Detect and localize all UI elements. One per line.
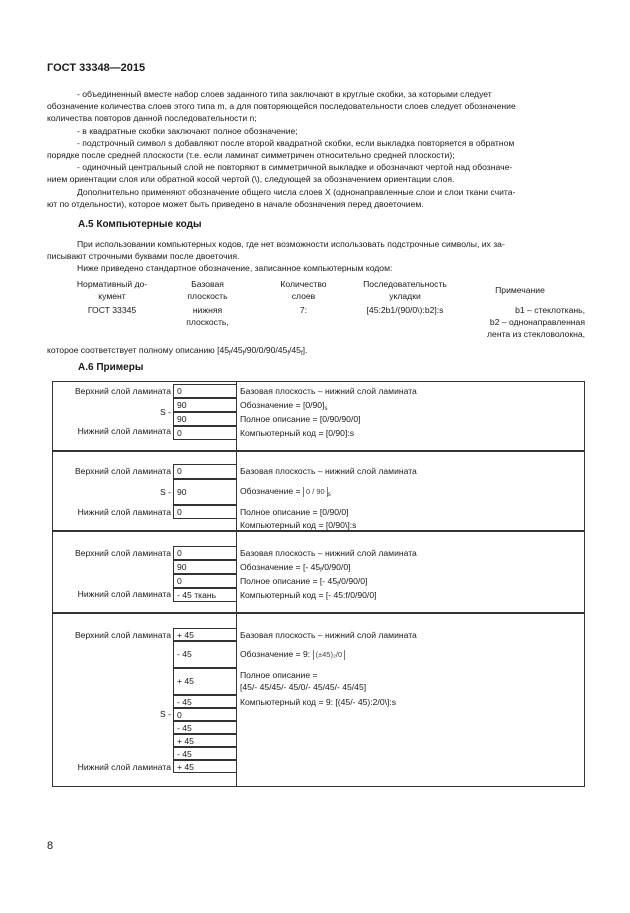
row-line: нижняя [192, 305, 223, 315]
header-base-plane [170, 278, 245, 302]
bottom-layer-label: Нижний слой ламината [77, 589, 171, 599]
layer-cell: - 45 [173, 695, 236, 708]
text: Обозначение = [- 45 [240, 562, 321, 572]
base-plane: Базовая плоскость – нижний слой ламината [240, 548, 417, 558]
intro-line: количества повторов данной последовательности n; [47, 113, 257, 124]
a5-line: При использовании компьютерных кодов, где нет возможности использовать подстрочные символы, их за- [77, 239, 505, 249]
text: Обозначение = [0/90] [240, 400, 325, 410]
sub: s [324, 406, 328, 412]
text: /0/90/0] [338, 576, 368, 586]
sub: f [229, 351, 231, 357]
divider [236, 614, 237, 786]
top-layer-label: Верхний слой ламината [74, 386, 171, 396]
layer-cell: + 45 [173, 668, 236, 695]
base-plane: Базовая плоскость – нижний слой ламината [240, 386, 417, 396]
text: которое соответствует полному описанию [45 [47, 345, 230, 355]
row-line: b2 – однонаправленная [489, 317, 585, 327]
top-layer-label: Верхний слой ламината [74, 466, 171, 476]
intro-line: - объединенный вместе набор слоев заданного типа заключают в круглые скобки, за которыми следует [77, 89, 492, 99]
header-layer-count [266, 278, 341, 302]
divider [236, 382, 237, 450]
intro-line: ют по отдельности), которое может быть приведено в начале обозначения перед двоеточием. [47, 198, 424, 209]
intro-line: - одиночный центральный слой не повторяют в симметричной выкладке и обозначают чертой над обозначе- [77, 162, 513, 173]
sub: f [337, 582, 339, 588]
symmetry-label: S - [160, 709, 171, 719]
text: /0/90/0] [321, 562, 351, 572]
row-base-plane [170, 304, 245, 328]
layer-cell: 0 [173, 708, 236, 721]
example-3 [52, 531, 585, 613]
intro-line: - подстрочный символ s добавляют после второй квадратной скобки, если выкладка повторяется в обратном [77, 137, 515, 148]
bottom-layer-label: Нижний слой ламината [77, 762, 171, 772]
symmetry-label: S - [160, 407, 171, 417]
text: /90/0/90/45 [244, 345, 288, 355]
intro-line: обозначение количества слоев этого типа m, а для повторяющейся последовательности слоев следует обозначение [47, 101, 516, 112]
header-line: укладки [389, 291, 421, 301]
full-description [240, 669, 366, 693]
sub: f [300, 351, 303, 357]
full-description: Полное описание = [0/90/90/0] [240, 414, 361, 424]
header-line: Базовая [191, 279, 224, 289]
base-plane: Базовая плоскость – нижний слой ламината [240, 630, 417, 640]
intro-line: нием ориентации слоя или обратной косой чертой (\), следующей за обозначением ориентации слоя. [47, 174, 455, 185]
header-line: Нормативный до- [76, 279, 148, 289]
layer-cell: + 45 [173, 628, 236, 641]
section-a5-title: А.5 Компьютерные коды [78, 219, 202, 230]
layer-cell: + 45 [173, 760, 236, 773]
a5-line: писывают строчными буквами после двоеточия. [47, 251, 240, 262]
example-2 [52, 451, 585, 531]
section-a6-title: А.6 Примеры [78, 362, 144, 373]
text: Обозначение = 9: [240, 649, 311, 659]
sub: s [327, 492, 331, 498]
page-number: 8 [47, 840, 54, 852]
designation-symbol: 0 / 90 [303, 487, 328, 497]
row-line: лента из стекловолокна, [487, 329, 585, 339]
header-line: кумент [98, 291, 126, 301]
a5-line: Ниже приведено стандартное обозначение, записанное компьютерным кодом: [77, 263, 393, 274]
header-note: Примечание [495, 285, 545, 295]
layer-cell: 90 [173, 398, 236, 412]
layer-cell: 0 [173, 464, 236, 479]
layer-cell: 0 [173, 574, 236, 588]
sub: f [287, 351, 290, 357]
row-layer-count: 7: [299, 305, 308, 315]
intro-text [47, 88, 582, 210]
header-normative-document [62, 278, 162, 302]
bottom-layer-label: Нижний слой ламината [77, 507, 171, 517]
text: Полное описание = [- 45 [240, 576, 338, 586]
computer-code: Компьютерный код = [- 45:f/0/90/0] [240, 590, 377, 600]
top-layer-label: Верхний слой ламината [74, 548, 171, 558]
document-code: ГОСТ 33348—2015 [47, 62, 146, 74]
intro-line: порядке после средней плоскости (т.е. если ламинат симметричен относительно средней плоскости); [47, 150, 455, 161]
text: Полное описание = [240, 670, 318, 680]
computer-code: Компьютерный код = [0/90]:s [240, 428, 355, 438]
base-plane: Базовая плоскость – нижний слой ламината [240, 466, 417, 476]
designation [240, 485, 331, 501]
layer-cell: - 45 [173, 721, 236, 734]
intro-line: - в квадратные скобки заключают полное обозначение; [77, 125, 298, 136]
layer-cell: - 45 ткань [173, 588, 236, 602]
sub: f [242, 351, 245, 357]
full-description: Полное описание = [0/90/0] [240, 507, 349, 517]
header-line: Последовательность [363, 279, 447, 289]
header-line: Количество [280, 279, 327, 289]
layer-cell: 0 [173, 505, 236, 519]
text: Обозначение = [240, 486, 301, 496]
section-a5-text [47, 238, 582, 275]
layer-cell: 0 [173, 546, 236, 560]
layer-cell: - 45 [173, 641, 236, 668]
layer-cell: 90 [173, 479, 236, 505]
text: [45/- 45/45/- 45/0/- 45/45/- 45/45] [240, 682, 367, 692]
layer-cell: 90 [173, 412, 236, 426]
layer-cell: - 45 [173, 747, 236, 760]
row-line: b1 – стеклоткань, [515, 305, 585, 315]
divider [236, 532, 237, 612]
bottom-layer-label: Нижний слой ламината [77, 426, 171, 436]
row-document: ГОСТ 33345 [87, 305, 137, 315]
sub: f [320, 568, 322, 574]
text: ]. [302, 345, 308, 355]
row-line: плоскость, [186, 317, 229, 327]
layer-cell: 0 [173, 426, 236, 440]
divider [236, 452, 237, 530]
text: /45 [230, 345, 243, 355]
intro-line: Дополнительно применяют обозначение общего числа слоев X (однонаправленные слои и слои ткани счита- [77, 186, 516, 197]
full-description-line [47, 344, 307, 360]
symmetry-label: S - [160, 487, 171, 497]
designation [240, 648, 345, 660]
header-line: плоскость [187, 291, 228, 301]
computer-code: Компьютерный код = 9: [(45/- 45):2/0\]:s [240, 697, 397, 707]
layer-cell: 0 [173, 384, 236, 398]
row-lay-sequence: [45:2b1/(90/0\):b2]:s [366, 305, 444, 315]
example-1 [52, 381, 585, 451]
layer-cell: 90 [173, 560, 236, 574]
layer-cell: + 45 [173, 734, 236, 747]
row-note [460, 304, 585, 340]
header-lay-sequence [346, 278, 464, 302]
header-line: слоев [291, 291, 316, 301]
top-layer-label: Верхний слой ламината [74, 630, 171, 640]
designation-symbol: (±45)₂/0 [313, 650, 346, 660]
text: /45 [289, 345, 301, 355]
example-4 [52, 613, 585, 787]
computer-code: Компьютерный код = [0/90\]:s [240, 520, 357, 530]
